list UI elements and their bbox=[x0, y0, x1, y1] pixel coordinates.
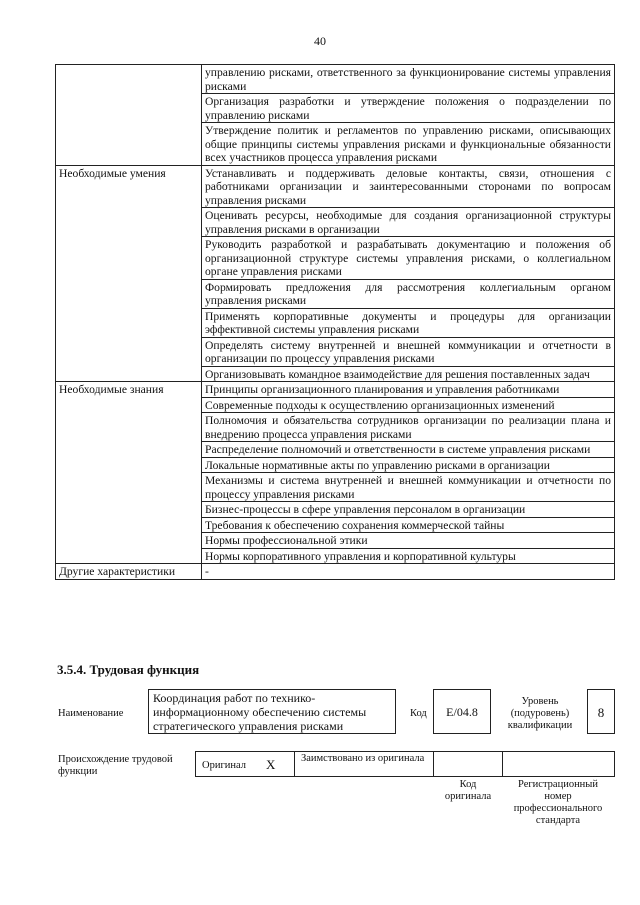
borrowed-label: Заимствовано из оригинала bbox=[301, 753, 425, 764]
row-item: Руководить разработкой и разрабатывать документацию и положения об организационной структуре системы управления рисками, о коллегиальном органе управления рисками bbox=[202, 237, 615, 280]
original-label: Оригинал bbox=[202, 760, 246, 771]
row-item: Оценивать ресурсы, необходимые для создания организационной структуры управления рисками в организации bbox=[202, 208, 615, 237]
row-item: Устанавливать и поддерживать деловые контакты, связи, отношения с работниками организации и заинтересованными сторонами по вопросам управления рисками bbox=[202, 165, 615, 208]
function-name-value: Координация работ по технико-информационному обеспечению системы стратегического управления рисками bbox=[153, 691, 367, 733]
competency-table bbox=[55, 64, 615, 580]
borrowed-cell bbox=[294, 751, 434, 777]
code-original-caption: Код оригинала bbox=[444, 779, 492, 802]
page-number: 40 bbox=[314, 34, 326, 48]
level-value: 8 bbox=[597, 705, 605, 720]
row-item: Полномочия и обязательства сотрудников организации по реализации плана и внедрению процесса управления рисками bbox=[202, 413, 615, 442]
code-value: E/04.8 bbox=[446, 705, 478, 719]
row-item: Организация разработки и утверждение положения о подразделении по управлению рисками bbox=[202, 94, 615, 123]
original-mark: X bbox=[266, 757, 276, 772]
row-label: Необходимые знания bbox=[56, 382, 202, 564]
name-label: Наименование bbox=[58, 708, 124, 719]
table-row bbox=[56, 564, 615, 580]
row-label bbox=[56, 65, 202, 166]
code-box bbox=[433, 689, 491, 734]
row-item: Организовывать командное взаимодействие для решения поставленных задач bbox=[202, 366, 615, 382]
function-name-box bbox=[148, 689, 396, 734]
row-item: Механизмы и система внутренней и внешней коммуникации и отчетности по процессу управления рисками bbox=[202, 473, 615, 502]
row-item: Распределение полномочий и ответственности в системе управления рисками bbox=[202, 442, 615, 458]
code-original-cell bbox=[433, 751, 503, 777]
row-item: Формировать предложения для рассмотрения коллегиальным органом управления рисками bbox=[202, 279, 615, 308]
table-row bbox=[56, 165, 615, 208]
section-title: 3.5.4. Трудовая функция bbox=[57, 662, 200, 677]
row-item: Бизнес-процессы в сфере управления персоналом в организации bbox=[202, 502, 615, 518]
row-item: Утверждение политик и регламентов по управлению рисками, описывающих общие принципы системы управления рисками и функциональные обязанности всех участников процесса управления рисками bbox=[202, 123, 615, 166]
level-label: Уровень (подуровень) квалификации bbox=[507, 696, 573, 731]
row-item: Принципы организационного планирования и управления работниками bbox=[202, 382, 615, 398]
origin-label: Происхождение трудовой функции bbox=[58, 754, 173, 777]
reg-number-cell bbox=[502, 751, 615, 777]
row-item: Нормы профессиональной этики bbox=[202, 533, 615, 549]
code-label: Код bbox=[410, 708, 427, 719]
original-cell bbox=[195, 751, 295, 777]
row-label: Другие характеристики bbox=[56, 564, 202, 580]
row-item: Локальные нормативные акты по управлению рисками в организации bbox=[202, 457, 615, 473]
table-row bbox=[56, 65, 615, 94]
reg-number-caption: Регистрационный номер профессионального стандарта bbox=[513, 779, 603, 826]
table-row bbox=[56, 382, 615, 398]
level-box bbox=[587, 689, 615, 734]
row-item: - bbox=[202, 564, 615, 580]
row-label: Необходимые умения bbox=[56, 165, 202, 382]
row-item: Определять систему внутренней и внешней коммуникации и отчетности в организации по процессу управления рисками bbox=[202, 337, 615, 366]
row-item: Нормы корпоративного управления и корпоративной культуры bbox=[202, 548, 615, 564]
row-item: управлению рисками, ответственного за функционирование системы управления рисками bbox=[202, 65, 615, 94]
row-item: Применять корпоративные документы и процедуры для организации эффективной системы управления рисками bbox=[202, 308, 615, 337]
row-item: Требования к обеспечению сохранения коммерческой тайны bbox=[202, 517, 615, 533]
row-item: Современные подходы к осуществлению организационных изменений bbox=[202, 397, 615, 413]
